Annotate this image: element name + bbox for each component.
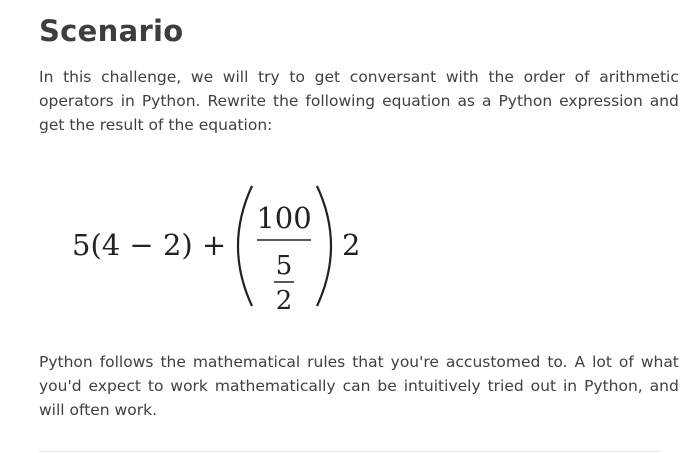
text-word: tried bbox=[487, 377, 524, 395]
scenario-heading: Scenario bbox=[39, 14, 184, 48]
text-word: the bbox=[273, 92, 299, 110]
note-paragraph bbox=[39, 350, 679, 422]
text-word: the bbox=[160, 353, 186, 371]
intro-paragraph bbox=[39, 65, 679, 137]
text-word: be bbox=[377, 377, 397, 395]
text-word: of bbox=[574, 68, 590, 86]
equation-inner-denominator: 2 bbox=[275, 286, 293, 316]
equation-numerator: 100 bbox=[256, 201, 312, 235]
intro-line-2 bbox=[39, 89, 679, 113]
equation-inner-numerator: 5 bbox=[275, 251, 293, 281]
text-word: Python, bbox=[584, 377, 643, 395]
text-word: as bbox=[457, 92, 476, 110]
text-word: Python bbox=[498, 92, 553, 110]
text-word: conversant bbox=[349, 68, 437, 86]
text-word: expect bbox=[88, 377, 141, 395]
text-word: challenge, bbox=[101, 68, 182, 86]
text-word: mathematically bbox=[214, 377, 336, 395]
text-word: rules bbox=[307, 353, 346, 371]
text-word: accustomed bbox=[445, 353, 541, 371]
text-word: try bbox=[258, 68, 280, 86]
note-line-2 bbox=[39, 374, 679, 398]
equation-multiplier: 2 bbox=[342, 228, 361, 262]
intro-line-3: get the result of the equation: bbox=[39, 116, 273, 134]
text-word: A bbox=[574, 353, 586, 371]
text-word: a bbox=[481, 92, 492, 110]
text-word: equation bbox=[382, 92, 451, 110]
text-word: that bbox=[352, 353, 384, 371]
text-word: this bbox=[63, 68, 92, 86]
text-word: mathematical bbox=[192, 353, 301, 371]
note-line-3: will often work. bbox=[39, 401, 157, 419]
text-word: out bbox=[530, 377, 557, 395]
text-word: and bbox=[649, 92, 679, 110]
text-word: you'd bbox=[39, 377, 82, 395]
text-word: in bbox=[120, 92, 135, 110]
text-word: to. bbox=[547, 353, 568, 371]
text-word: will bbox=[222, 68, 249, 86]
text-word: get bbox=[314, 68, 341, 86]
text-word: Python. bbox=[141, 92, 201, 110]
equation-left-term: 5(4 − 2) + bbox=[72, 228, 227, 262]
text-word: work bbox=[170, 377, 208, 395]
text-word: operators bbox=[39, 92, 114, 110]
text-word: following bbox=[305, 92, 376, 110]
text-word: in bbox=[562, 377, 578, 395]
text-word: follows bbox=[99, 353, 154, 371]
text-word: to bbox=[289, 68, 305, 86]
text-word: expression bbox=[559, 92, 643, 110]
text-word: the bbox=[488, 68, 514, 86]
intro-line-1 bbox=[39, 65, 679, 89]
text-word: what bbox=[640, 353, 679, 371]
text-word: lot bbox=[592, 353, 612, 371]
text-word: with bbox=[445, 68, 479, 86]
equation-figure bbox=[30, 176, 360, 316]
text-word: arithmetic bbox=[599, 68, 679, 86]
text-word: we bbox=[190, 68, 214, 86]
text-word: of bbox=[618, 353, 634, 371]
text-word: order bbox=[523, 68, 565, 86]
section-divider bbox=[39, 451, 661, 452]
text-word: to bbox=[147, 377, 164, 395]
text-word: In bbox=[39, 68, 54, 86]
text-word: can bbox=[342, 377, 371, 395]
text-word: and bbox=[649, 377, 679, 395]
note-line-1 bbox=[39, 350, 679, 374]
text-word: intuitively bbox=[403, 377, 481, 395]
left-parenthesis bbox=[238, 186, 252, 306]
text-word: you're bbox=[390, 353, 439, 371]
text-word: Rewrite bbox=[207, 92, 267, 110]
right-parenthesis bbox=[317, 186, 331, 306]
text-word: Python bbox=[39, 353, 93, 371]
